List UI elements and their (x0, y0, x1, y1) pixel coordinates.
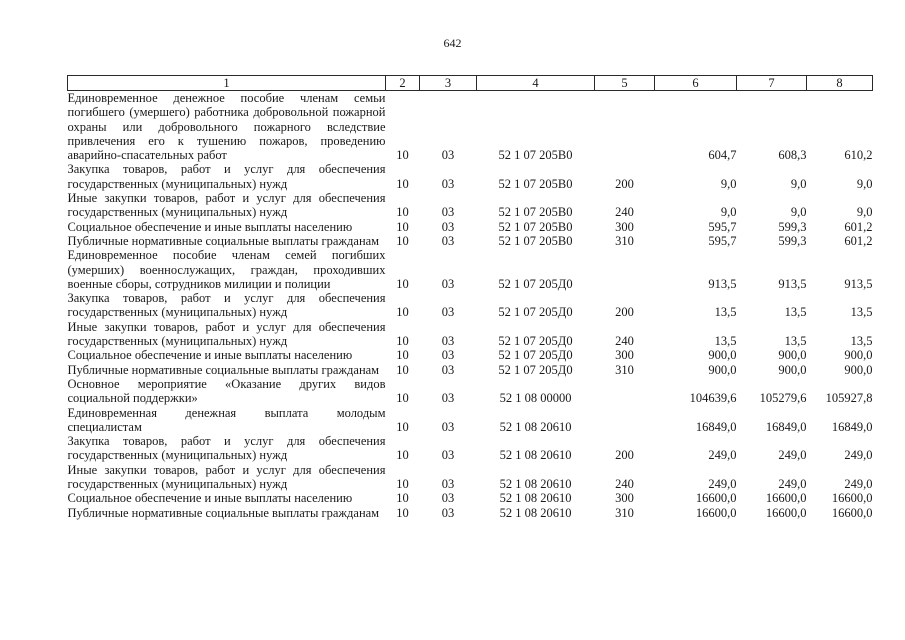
row-subsection: 03 (441, 362, 455, 377)
header-col-6: 6 (655, 76, 737, 91)
row-target-article: 52 1 07 205В0 (498, 233, 573, 248)
row-target-article: 52 1 07 205В0 (498, 219, 573, 234)
row-amount-year-1: 595,7 (708, 233, 737, 248)
row-expense-type: 310 (615, 362, 634, 377)
table-header (68, 76, 873, 91)
table-row (68, 248, 873, 291)
row-subsection: 03 (441, 448, 455, 463)
row-amount-year-3: 9,0 (856, 176, 873, 191)
row-amount-year-2: 900,0 (778, 348, 807, 363)
budget-table (67, 75, 873, 520)
row-section: 10 (396, 219, 409, 234)
row-amount-year-1: 104639,6 (689, 391, 737, 406)
row-section: 10 (396, 491, 409, 506)
row-amount-year-2: 249,0 (778, 477, 807, 492)
row-section: 10 (396, 233, 409, 248)
row-amount-year-3: 601,2 (844, 233, 873, 248)
row-expense-type: 200 (615, 448, 634, 463)
row-expense-type: 300 (615, 491, 634, 506)
header-col-7: 7 (737, 76, 807, 91)
row-section: 10 (396, 419, 409, 434)
row-expense-type (595, 406, 655, 435)
row-amount-year-3: 249,0 (844, 448, 873, 463)
row-target-article: 52 1 08 20610 (499, 477, 572, 492)
row-section: 10 (396, 391, 409, 406)
row-amount-year-1: 13,5 (714, 334, 737, 349)
row-amount-year-1: 900,0 (708, 362, 737, 377)
row-description: Единовременное пособие членам семей погибших (умерших) военнослужащих, граждан, проходивших военные сборы, сотрудников милиции и полиции (67, 248, 386, 291)
row-target-article: 52 1 07 205Д0 (498, 334, 573, 349)
row-section: 10 (396, 176, 409, 191)
row-expense-type: 200 (615, 176, 634, 191)
row-amount-year-1: 604,7 (708, 148, 737, 163)
row-amount-year-3: 16600,0 (831, 491, 873, 506)
row-amount-year-3: 913,5 (844, 276, 873, 291)
row-expense-type: 300 (615, 348, 634, 363)
row-description: Иные закупки товаров, работ и услуг для обеспечения государственных (муниципальных) нужд (67, 462, 386, 492)
row-subsection: 03 (441, 505, 455, 520)
row-amount-year-2: 9,0 (790, 176, 807, 191)
row-amount-year-3: 16849,0 (831, 419, 873, 434)
row-amount-year-3: 900,0 (844, 348, 873, 363)
row-target-article: 52 1 07 205В0 (498, 176, 573, 191)
row-description: Публичные нормативные социальные выплаты гражданам (67, 233, 380, 248)
table-row (68, 234, 873, 248)
row-amount-year-2: 13,5 (784, 305, 807, 320)
row-target-article: 52 1 08 00000 (499, 391, 572, 406)
row-description: Иные закупки товаров, работ и услуг для обеспечения государственных (муниципальных) нужд (67, 319, 386, 349)
table-row (68, 91, 873, 163)
row-amount-year-2: 16849,0 (765, 419, 807, 434)
row-description: Закупка товаров, работ и услуг для обеспечения государственных (муниципальных) нужд (67, 162, 386, 191)
row-subsection: 03 (441, 391, 455, 406)
row-amount-year-3: 105927,8 (825, 391, 873, 406)
table-row (68, 406, 873, 435)
row-description: Публичные нормативные социальные выплаты гражданам (67, 505, 380, 520)
row-expense-type: 240 (615, 334, 634, 349)
row-target-article: 52 1 07 205В0 (498, 205, 573, 220)
row-description: Публичные нормативные социальные выплаты гражданам (67, 362, 380, 377)
table-row (68, 291, 873, 320)
table-row (68, 506, 873, 520)
table-row (68, 434, 873, 463)
row-section: 10 (396, 205, 409, 220)
table-row (68, 377, 873, 406)
row-expense-type: 300 (615, 219, 634, 234)
row-amount-year-1: 13,5 (714, 305, 737, 320)
row-subsection: 03 (441, 276, 455, 291)
row-subsection: 03 (441, 219, 455, 234)
row-amount-year-2: 913,5 (778, 276, 807, 291)
row-section: 10 (396, 448, 409, 463)
table-row (68, 220, 873, 234)
header-col-1: 1 (68, 76, 386, 91)
row-subsection: 03 (441, 348, 455, 363)
row-amount-year-2: 608,3 (778, 148, 807, 163)
row-description: Иные закупки товаров, работ и услуг для обеспечения государственных (муниципальных) нужд (67, 191, 386, 220)
row-description: Социальное обеспечение и иные выплаты населению (67, 348, 353, 363)
row-description: Закупка товаров, работ и услуг для обеспечения государственных (муниципальных) нужд (67, 434, 386, 463)
table-row (68, 348, 873, 362)
row-amount-year-3: 9,0 (856, 205, 873, 220)
table-body (68, 91, 873, 520)
row-amount-year-2: 249,0 (778, 448, 807, 463)
row-amount-year-3: 249,0 (844, 477, 873, 492)
table-row (68, 463, 873, 492)
row-amount-year-1: 900,0 (708, 348, 737, 363)
row-description: Единовременное денежное пособие членам семьи погибшего (умершего) работника добровольной пожарной охраны или добровольного пожарного вследствие привлечения его к тушению пожаров, проведению аварийно-спасательных работ (67, 91, 386, 163)
row-subsection: 03 (441, 305, 455, 320)
row-amount-year-1: 249,0 (708, 477, 737, 492)
row-section: 10 (396, 362, 409, 377)
row-expense-type: 310 (615, 233, 634, 248)
row-amount-year-3: 900,0 (844, 362, 873, 377)
row-section: 10 (396, 276, 409, 291)
row-amount-year-1: 9,0 (720, 205, 737, 220)
row-amount-year-3: 16600,0 (831, 505, 873, 520)
row-amount-year-3: 601,2 (844, 219, 873, 234)
row-expense-type: 240 (615, 477, 634, 492)
row-target-article: 52 1 07 205Д0 (498, 362, 573, 377)
row-amount-year-2: 9,0 (790, 205, 807, 220)
row-target-article: 52 1 08 20610 (499, 419, 572, 434)
row-expense-type (595, 377, 655, 406)
header-row (68, 76, 873, 91)
page-number: 642 (443, 36, 462, 50)
row-target-article: 52 1 07 205Д0 (498, 276, 573, 291)
row-section: 10 (396, 348, 409, 363)
row-section: 10 (396, 148, 409, 163)
header-col-5: 5 (595, 76, 655, 91)
header-col-8: 8 (807, 76, 873, 91)
row-description: Единовременная денежная выплата молодым специалистам (67, 405, 386, 434)
table-row (68, 491, 873, 505)
table-row (68, 191, 873, 220)
row-amount-year-2: 16600,0 (765, 491, 807, 506)
row-subsection: 03 (441, 148, 455, 163)
row-target-article: 52 1 08 20610 (499, 491, 572, 506)
header-col-3: 3 (420, 76, 477, 91)
row-description: Основное мероприятие «Оказание других видов социальной поддержки» (67, 376, 386, 406)
row-amount-year-2: 599,3 (778, 219, 807, 234)
table-row (68, 162, 873, 191)
row-amount-year-2: 105279,6 (759, 391, 807, 406)
row-expense-type: 240 (615, 205, 634, 220)
row-description: Социальное обеспечение и иные выплаты населению (67, 491, 353, 506)
row-target-article: 52 1 08 20610 (499, 505, 572, 520)
row-subsection: 03 (441, 477, 455, 492)
row-amount-year-2: 13,5 (784, 334, 807, 349)
row-amount-year-3: 13,5 (850, 334, 873, 349)
row-amount-year-3: 13,5 (850, 305, 873, 320)
row-amount-year-3: 610,2 (844, 148, 873, 163)
row-target-article: 52 1 07 205Д0 (498, 305, 573, 320)
row-amount-year-1: 249,0 (708, 448, 737, 463)
table-row (68, 320, 873, 349)
row-description: Социальное обеспечение и иные выплаты населению (67, 219, 353, 234)
header-col-4: 4 (477, 76, 595, 91)
row-expense-type (595, 91, 655, 163)
row-amount-year-1: 16849,0 (695, 419, 737, 434)
row-amount-year-2: 599,3 (778, 233, 807, 248)
row-subsection: 03 (441, 491, 455, 506)
row-target-article: 52 1 07 205В0 (498, 148, 573, 163)
row-amount-year-1: 16600,0 (695, 491, 737, 506)
row-expense-type: 310 (615, 505, 634, 520)
header-col-2: 2 (386, 76, 420, 91)
row-section: 10 (396, 505, 409, 520)
row-section: 10 (396, 305, 409, 320)
row-amount-year-1: 913,5 (708, 276, 737, 291)
row-expense-type: 200 (615, 305, 634, 320)
row-amount-year-1: 9,0 (720, 176, 737, 191)
row-subsection: 03 (441, 334, 455, 349)
row-subsection: 03 (441, 419, 455, 434)
row-expense-type (595, 248, 655, 291)
row-target-article: 52 1 07 205Д0 (498, 348, 573, 363)
row-subsection: 03 (441, 205, 455, 220)
row-subsection: 03 (441, 233, 455, 248)
row-amount-year-1: 595,7 (708, 219, 737, 234)
row-amount-year-2: 900,0 (778, 362, 807, 377)
row-amount-year-1: 16600,0 (695, 505, 737, 520)
row-subsection: 03 (441, 176, 455, 191)
row-amount-year-2: 16600,0 (765, 505, 807, 520)
row-description: Закупка товаров, работ и услуг для обеспечения государственных (муниципальных) нужд (67, 291, 386, 320)
row-section: 10 (396, 477, 409, 492)
row-section: 10 (396, 334, 409, 349)
row-target-article: 52 1 08 20610 (499, 448, 572, 463)
table-row (68, 363, 873, 377)
